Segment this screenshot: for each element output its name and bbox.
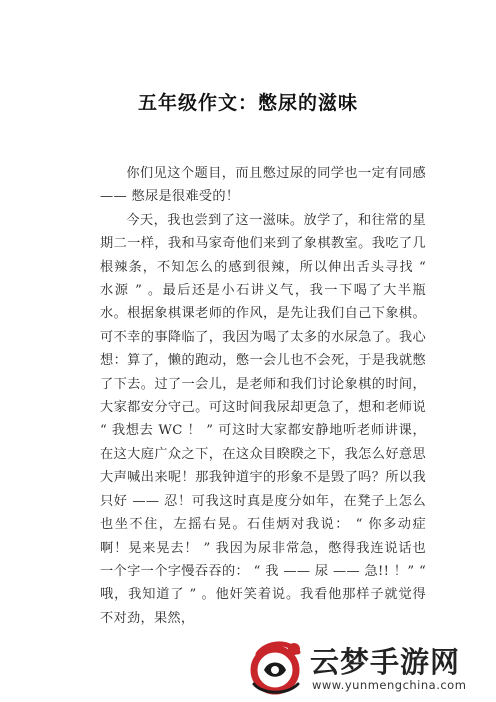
site-watermark xyxy=(248,632,496,702)
watermark-site-name: 云梦手游网 xyxy=(310,645,461,679)
watermark-url: www.yunmengchina.com xyxy=(312,678,467,692)
essay-paragraph: 你们见这个题目，而且憋过尿的同学也一定有同感 —— 憋尿是很难受的！ xyxy=(100,166,426,205)
yunmeng-logo-icon xyxy=(248,640,306,696)
essay-title: 五年级作文：憋尿的滋味 xyxy=(137,92,358,114)
essay-paragraph: 今天，我也尝到了这一滋味。放学了，和往常的星期二一样，我和马家奇他们来到了象棋教室。我吃了几根辣条，不知怎么的感到很辣，所以伸出舌头寻找 “ 水源 ” 。最后还是小石讲义气，我一下喝了大半瓶水。根据象棋课老师的作风，是先让我们自己下象棋。可不幸的事降临了，我因为喝了太多的水尿急了。我心想：算了，懒的跑动，憋一会儿也不会死，于是我就憋了下去。过了一会儿，是老师和我们讨论象棋的时间，大家都安分守己。可这时间我尿却更急了，想和老师说 “ 我想去 WC ！ ” 可这时大家都安静地听老师讲课，在这大庭广众之下，在这众目睽睽之下，我怎么好意思大声喊出来呢！那我钟道宇的形象不是毁了吗？所以我只好 —— 忍！可我这时真是度分如年，在凳子上怎么也坐不住，左摇右晃。石佳炳对我说： “ 你多动症啊！晃来晃去！ ” 我因为尿非常急，憋得我连说话也一个字一个字慢吞吞的： “ 我 —— 尿 —— 急!! ！” “ 哦，我知道了 ” 。他奸笑着说。我看他那样子就觉得不对劲，果然， xyxy=(100,212,426,626)
essay-body xyxy=(100,162,426,630)
